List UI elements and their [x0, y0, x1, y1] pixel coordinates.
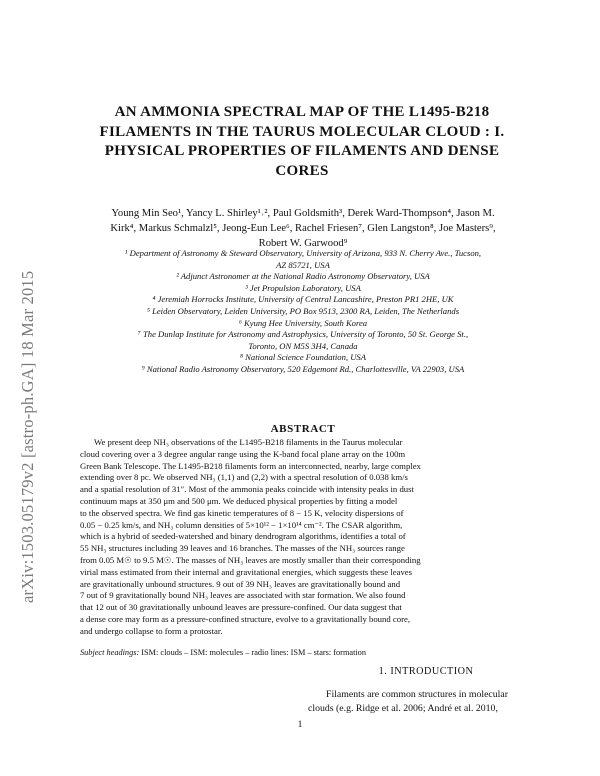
- author-line: Robert W. Garwood⁹: [258, 238, 348, 249]
- page-number: 1: [297, 720, 303, 730]
- subject-headings: [80, 648, 526, 657]
- affiliation-line: ⁸ National Science Foundation, USA: [240, 352, 366, 363]
- affiliation-line: ² Adjunct Astronomer at the National Radio Astronomy Observatory, USA: [176, 271, 430, 282]
- abstract-body: [80, 437, 526, 638]
- arxiv-identifier-stamp: arXiv:1503.05179v2 [astro-ph.GA] 18 Mar 2015: [18, 270, 37, 603]
- author-line: Kirk⁴, Markus Schmalzl⁵, Jeong-Eun Lee⁶, Rachel Friesen⁷, Glen Langston⁸, Joe Masters⁹,: [110, 223, 496, 234]
- author-list: [60, 206, 546, 251]
- abstract-line: virial mass estimated from their internal and gravitational energies, which suggests these leaves: [80, 566, 413, 577]
- title-line: PHYSICAL PROPERTIES OF FILAMENTS AND DENSE: [104, 143, 500, 159]
- affiliation-line: Toronto, ON M5S 3H4, Canada: [248, 340, 358, 351]
- abstract-line: that 12 out of 30 gravitationally unbound leaves are pressure-confined. Our data suggest that: [80, 602, 402, 613]
- abstract-line: and a spatial resolution of 31″. Most of the ammonia peaks coincide with intensity peaks in dust: [80, 484, 414, 495]
- title-line: FILAMENTS IN THE TAURUS MOLECULAR CLOUD : I.: [99, 123, 505, 140]
- introduction-line: clouds (e.g. Ridge et al. 2006; André et al. 2010,: [308, 703, 498, 714]
- abstract-line: continuum maps at 350 μm and 500 μm. We deduced physical properties by fitting a model: [80, 495, 398, 506]
- abstract-line: cloud covering over a 3 degree angular range using the K-band focal plane array on the 100m: [80, 448, 406, 459]
- abstract-line: to the observed spectra. We find gas kinetic temperatures of 8 − 15 K, velocity dispersions of: [80, 507, 404, 518]
- abstract-line: We present deep NH₃ observations of the L1495-B218 filaments in the Taurus molecular: [94, 437, 403, 447]
- affiliation-line: ⁷ The Dunlap Institute for Astronomy and Astrophysics, University of Toronto, 50 St. George St.,: [137, 329, 469, 340]
- affiliation-line: ¹ Department of Astronomy & Steward Observatory, University of Arizona, 933 N. Cherry Ave., Tucson,: [124, 248, 482, 258]
- abstract-line: a dense core may form as a pressure-confined structure, evolve to a gravitationally bound core,: [80, 613, 410, 624]
- abstract-line: and undergo collapse to form a protostar.: [80, 625, 223, 636]
- affiliation-line: AZ 85721, USA: [276, 259, 330, 270]
- abstract-line: extending over 8 pc. We observed NH₃ (1,1) and (2,2) with a spectral resolution of 0.038 km/s: [80, 472, 408, 483]
- subject-headings-text: ISM: clouds – ISM: molecules – radio lines: ISM – stars: formation: [139, 648, 366, 657]
- abstract-heading: ABSTRACT: [270, 423, 336, 435]
- author-line: Young Min Seo¹, Yancy L. Shirley¹˒², Paul Goldsmith³, Derek Ward-Thompson⁴, Jason M.: [111, 208, 495, 219]
- abstract-line: 0.05 − 0.25 km/s, and NH₃ column densities of 5×10¹² − 1×10¹⁴ cm⁻². The CSAR algorithm,: [80, 519, 403, 530]
- affiliation-line: ⁹ National Radio Astronomy Observatory, 520 Edgemont Rd., Charlottesville, VA 22903, USA: [141, 363, 465, 374]
- subject-headings-label: Subject headings:: [80, 648, 140, 657]
- title-line: CORES: [275, 162, 329, 179]
- abstract-line: Green Bank Telescope. The L1495-B218 filaments form an interconnected, nearby, large complex: [80, 460, 421, 471]
- abstract-line: which is a hybrid of seeded-watershed and binary dendrogram algorithms, identifies a total of: [80, 531, 406, 542]
- affiliation-line: ³ Jet Propulsion Laboratory, USA: [245, 282, 361, 293]
- abstract-line: from 0.05 M☉ to 9.5 M☉. The masses of NH₃ leaves are mostly smaller than their corresponding: [80, 554, 421, 565]
- affiliation-line: ⁵ Leiden Observatory, Leiden University, PO Box 9513, 2300 RA, Leiden, The Netherlands: [146, 305, 460, 316]
- abstract-line: are gravitationally unbound structures. 9 out of 39 NH₃ leaves are gravitationally bound and: [80, 578, 401, 589]
- paper-title: [60, 103, 544, 181]
- affiliation-line: ⁶ Kyung Hee University, South Korea: [238, 317, 368, 328]
- abstract-line: 55 NH₃ structures including 39 leaves and 16 branches. The masses of the NH₃ sources range: [80, 543, 405, 554]
- introduction-body: [308, 688, 546, 716]
- affiliation-list: [60, 248, 546, 376]
- introduction-line: Filaments are common structures in molecular: [326, 689, 509, 700]
- title-line: AN AMMONIA SPECTRAL MAP OF THE L1495-B218: [114, 104, 490, 120]
- affiliation-line: ⁴ Jeremiah Horrocks Institute, University of Central Lancashire, Preston PR1 2HE, UK: [152, 294, 454, 305]
- section-heading-introduction: 1. INTRODUCTION: [378, 666, 474, 677]
- abstract-line: 7 out of 9 gravitationally bound NH₃ leaves are associated with star formation. We also found: [80, 590, 406, 601]
